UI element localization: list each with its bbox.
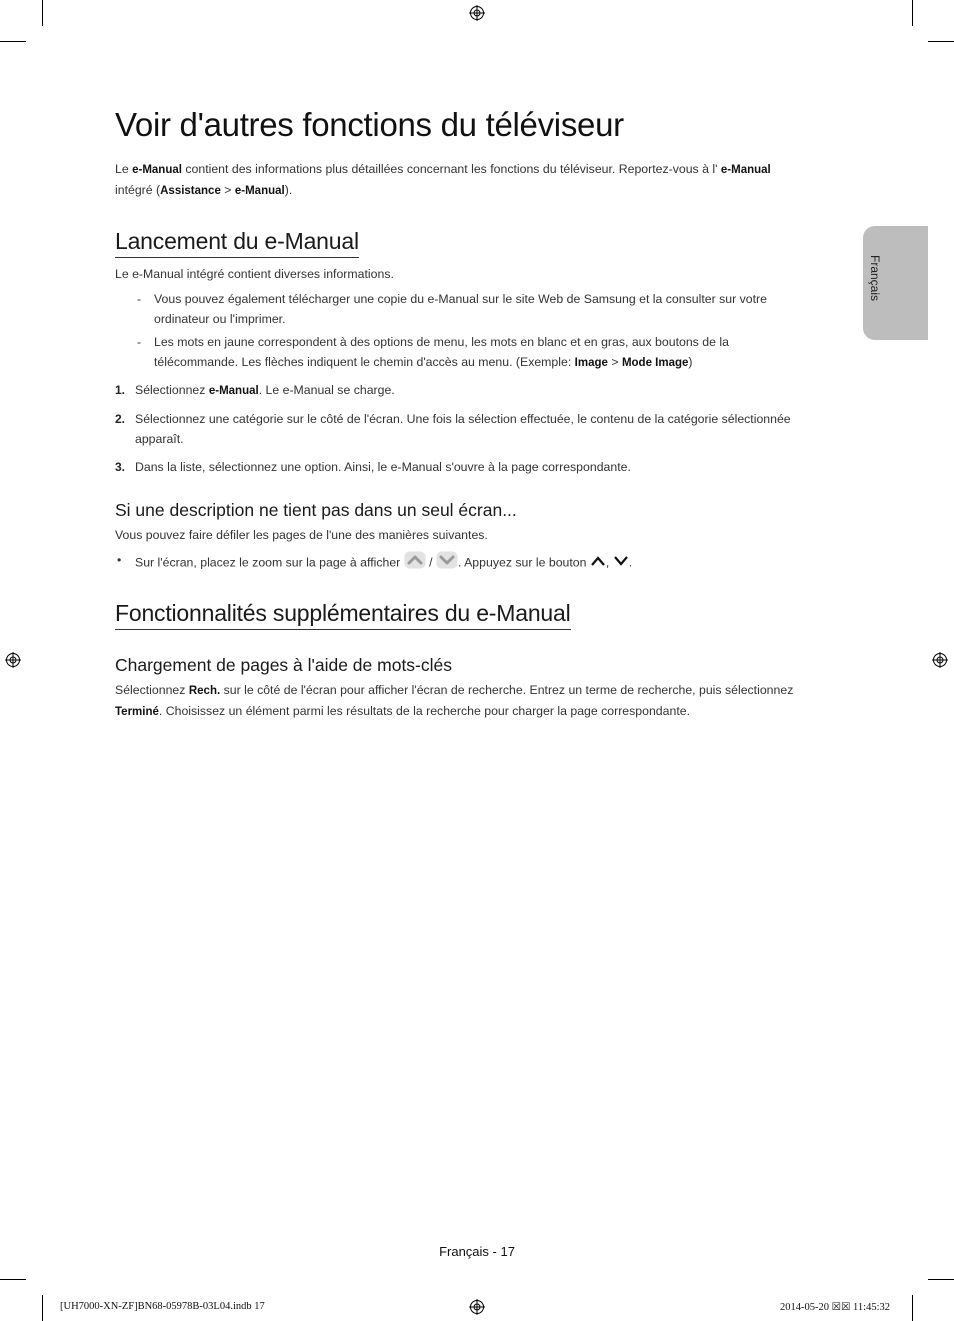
crop-mark bbox=[42, 0, 43, 26]
crop-mark bbox=[0, 1279, 26, 1280]
section-paragraph: Sélectionnez Rech. sur le côté de l'écran pour afficher l'écran de recherche. Entrez un terme de recherche, puis sélectionnez Terminé. Choisissez un élément parmi les résultats de la recherche pour charger la page correspondante. bbox=[115, 683, 794, 718]
section-heading: Lancement du e-Manual bbox=[115, 228, 359, 258]
page-title: Voir d'autres fonctions du téléviseur bbox=[115, 106, 624, 143]
bullet-text: Vous pouvez également télécharger une copie du e-Manual sur le site Web de Samsung et la consulter sur votre ordinateur ou l'imprimer. bbox=[154, 292, 767, 326]
crop-mark bbox=[912, 1295, 913, 1321]
print-slug-left: [UH7000-XN-ZF]BN68-05978B-03L04.indb 17 bbox=[60, 1301, 265, 1312]
step-number: 2. bbox=[115, 412, 126, 426]
step-number: 3. bbox=[115, 460, 126, 474]
sub-heading: Si une description ne tient pas dans un seul écran... bbox=[115, 500, 517, 520]
bullet-text: Les mots en jaune correspondent à des options de menu, les mots en blanc et en gras, aux boutons de la télécommande. Les flèches indiquent le chemin d'accès au menu. (Exemple: Image > Mode Image) bbox=[154, 335, 729, 369]
step-text: Sélectionnez e-Manual. Le e-Manual se charge. bbox=[135, 383, 395, 397]
step-text: Dans la liste, sélectionnez une option. Ainsi, le e-Manual s'ouvre à la page correspondante. bbox=[135, 460, 631, 474]
crop-mark bbox=[42, 1295, 43, 1321]
section-heading: Fonctionnalités supplémentaires du e-Manual bbox=[115, 600, 571, 630]
crop-mark bbox=[0, 41, 26, 42]
crop-mark bbox=[928, 1279, 954, 1280]
registration-mark-icon bbox=[932, 652, 948, 668]
bullet-dash: - bbox=[137, 292, 142, 306]
page-number: Français - 17 bbox=[439, 1244, 515, 1259]
bullet-text: Sur l'écran, placez le zoom sur la page à afficher / . Appuyez sur le bouton , . bbox=[135, 551, 632, 576]
registration-mark-icon bbox=[469, 5, 485, 21]
side-tab-label: Français bbox=[868, 255, 882, 302]
intro-paragraph: Le e-Manual contient des informations plus détaillées concernant les fonctions du téléviseur. Reportez-vous à l' e-Manual intégré (Assistance > e-Manual). bbox=[115, 162, 771, 197]
crop-mark bbox=[928, 41, 954, 42]
bullet-dot: • bbox=[117, 553, 122, 567]
scroll-up-icon bbox=[404, 551, 426, 576]
step-number: 1. bbox=[115, 383, 126, 397]
chevron-down-icon bbox=[613, 554, 629, 574]
crop-mark bbox=[912, 0, 913, 26]
step-text: Sélectionnez une catégorie sur le côté de l'écran. Une fois la sélection effectuée, le contenu de la catégorie sélectionnée apparaît. bbox=[135, 412, 791, 446]
sub-heading: Chargement de pages à l'aide de mots-clés bbox=[115, 655, 453, 675]
chevron-up-icon bbox=[590, 554, 606, 574]
sub-lead: Vous pouvez faire défiler les pages de l'une des manières suivantes. bbox=[115, 528, 488, 542]
registration-mark-icon bbox=[5, 652, 21, 668]
section-lead: Le e-Manual intégré contient diverses informations. bbox=[115, 267, 394, 281]
print-slug-right: 2014-05-20 ☒☒ 11:45:32 bbox=[779, 1302, 890, 1313]
scroll-down-icon bbox=[436, 551, 458, 576]
bullet-dash: - bbox=[137, 335, 142, 349]
registration-mark-icon bbox=[469, 1299, 485, 1315]
